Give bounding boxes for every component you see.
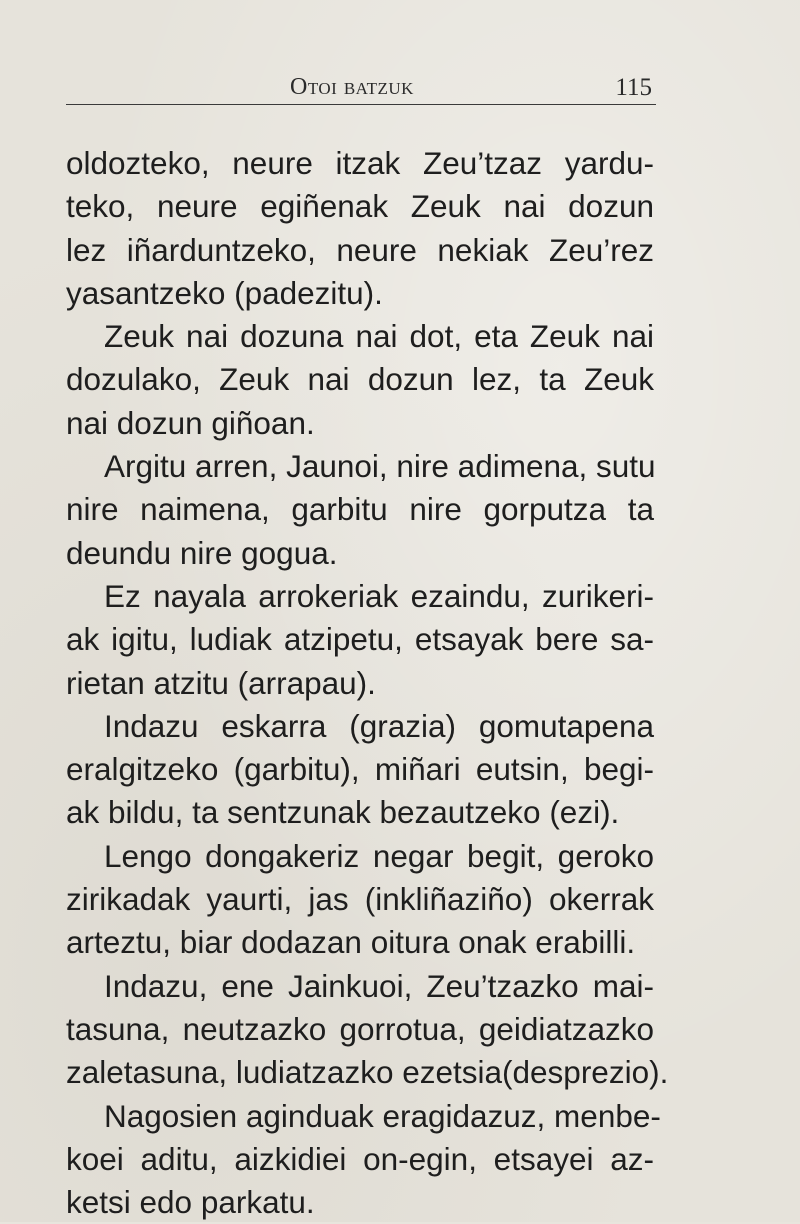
text-line: rietan atzitu (arrapau). (66, 664, 376, 701)
text-line: Argitu arren, Jaunoi, nire adimena, sutu (104, 448, 656, 485)
text-line: tasuna, neutzazko gorrotua, geidiatzazko (66, 1010, 654, 1047)
text-line: Indazu eskarra (grazia) gomutapena (104, 707, 654, 744)
text-line: koei aditu, aizkidiei on-egin, etsayei az- (66, 1140, 654, 1177)
page-header (66, 70, 656, 104)
text-line: arteztu, biar dodazan oitura onak erabilli. (66, 924, 636, 961)
text-line: ak bildu, ta sentzunak bezautzeko (ezi). (66, 794, 620, 831)
text-line: zaletasuna, ludiatzazko ezetsia(desprezio). (66, 1054, 669, 1091)
text-line: eralgitzeko (garbitu), miñari eutsin, begi- (66, 751, 654, 788)
body-text (66, 142, 669, 1224)
text-line: nire naimena, garbitu nire gorputza ta (66, 491, 654, 528)
text-line: teko, neure egiñenak Zeuk nai dozun (66, 188, 654, 225)
text-line: ak igitu, ludiak atzipetu, etsayak bere sa- (66, 621, 654, 658)
text-line: Ez nayala arrokeriak ezaindu, zurikeri- (104, 577, 654, 614)
text-line: Indazu, ene Jainkuoi, Zeu’tzazko mai- (104, 967, 654, 1004)
text-line: yasantzeko (padezitu). (66, 274, 383, 311)
text-line: Nagosien aginduak eragidazuz, menbe- (104, 1097, 661, 1134)
text-line: zirikadak yaurti, jas (inkliñaziño) okerrak (66, 881, 654, 918)
text-line: Zeuk nai dozuna nai dot, eta Zeuk nai (104, 318, 654, 355)
text-line: deundu nire gogua. (66, 534, 338, 571)
text-line: ketsi edo parkatu. (66, 1184, 315, 1221)
running-title: Otoi batzuk (290, 74, 414, 100)
text-line: Lengo dongakeriz negar begit, geroko (104, 837, 654, 874)
text-line: oldozteko, neure itzak Zeu’tzaz yardu- (66, 145, 654, 181)
text-line: lez iñarduntzeko, neure nekiak Zeu’rez (66, 231, 654, 268)
text-line: dozulako, Zeuk nai dozun lez, ta Zeuk (66, 361, 654, 398)
text-line: nai dozun giñoan. (66, 404, 315, 441)
header-rule (66, 104, 656, 105)
page-number: 115 (615, 74, 652, 101)
